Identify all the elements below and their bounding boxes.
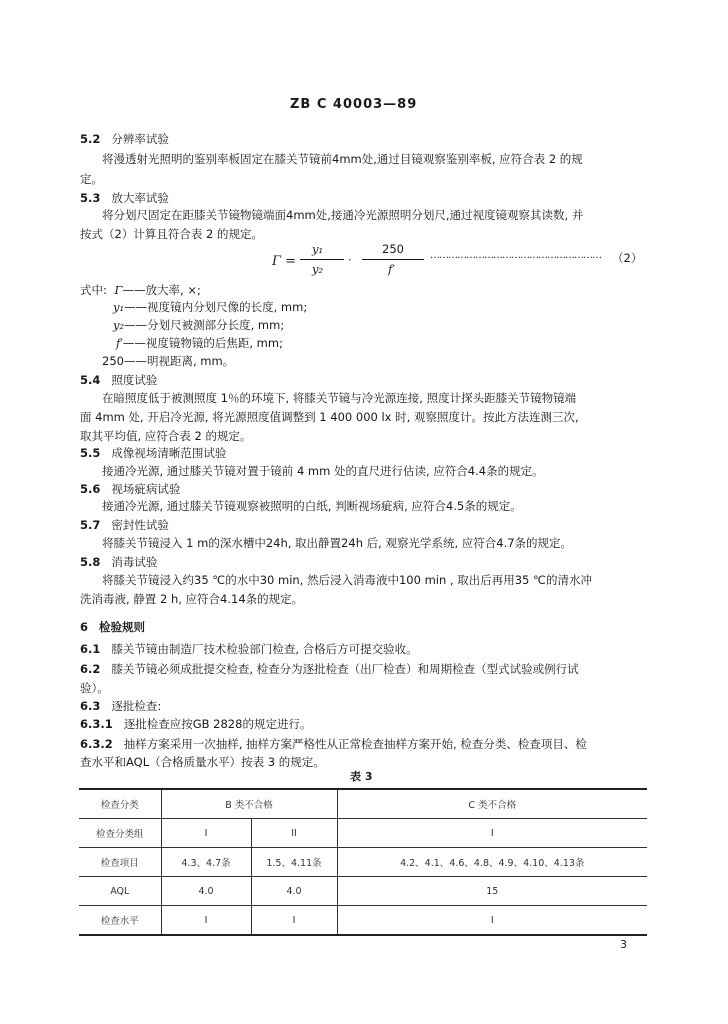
table-caption: 表 3 [350,770,373,783]
table-cell: I [337,819,647,848]
table-row [79,789,647,819]
where-item: 250——明视距离, mm。 [102,354,235,368]
paragraph-line: 查水平和AQL（合格质量水平）按表 3 的规定。 [80,755,325,769]
paragraph-line: 洗消毒液, 静置 2 h, 应符合4.14条的规定。 [80,592,304,606]
section-title: 视场疵病试验 [111,482,181,496]
fraction-bar [362,259,424,260]
section-number: 5.5 [80,446,101,460]
formula-tag: （2） [612,251,643,265]
section-number: 5.4 [80,373,101,387]
section-6-3-1: 6.3.1 逐批检查应按GB 2828的规定进行。 [80,717,312,731]
table-row-label: 检查水平 [79,906,161,936]
where-item: f′——视度镜物镜的后焦距, mm; [116,336,283,350]
section-5-3-heading [80,189,169,207]
table-cell: II [251,819,337,848]
table-row-label: 检查分类 [79,789,161,819]
section-number: 5.3 [80,191,101,205]
section-5-6-heading [80,480,180,498]
table-cell: C 类不合格 [337,789,647,819]
section-5-5-heading [80,444,226,462]
paragraph-line: 接通冷光源, 通过膝关节镜对置于镜前 4 mm 处的直尺进行估读, 应符合4.4条的规定。 [102,464,544,478]
section-title: 放大率试验 [111,191,169,205]
where-intro: 式中: Γ——放大率, ×; [80,283,201,297]
document-code: ZB C 40003—89 [290,97,418,112]
section-6-3: 6.3 逐批检查: [80,699,162,713]
paragraph-line: 将漫透射光照明的鉴别率板固定在膝关节镜前4mm处,通过目镜观察鉴别率板, 应符合表 2 的规 [102,152,583,166]
table-cell: 1.5、4.11条 [251,848,337,877]
table-cell: 4.2、4.1、4.6、4.8、4.9、4.10、4.13条 [337,848,647,877]
table-row [79,877,647,906]
formula-numerator-1: y₁ [312,242,324,256]
section-number: 5.6 [80,482,101,496]
chapter-6-heading [80,618,145,636]
section-title: 成像视场清晰范围试验 [111,446,227,460]
table-row-label: 检查项目 [79,848,161,877]
formula-dot: · [348,253,352,267]
paragraph-line: 将膝关节镜浸入约35 ℃的水中30 min, 然后浸入消毒液中100 min , 取出后再用35 ℃的清水冲 [102,573,592,587]
paragraph-line: 将分划尺固定在距膝关节镜物镜端面4mm处,接通冷光源照明分划尺,通过视度镜观察其读数, 并 [102,208,584,222]
formula-denominator-1: y₂ [312,262,324,276]
section-6-3-2: 6.3.2 抽样方案采用一次抽样, 抽样方案严格性从正常检查抽样方案开始, 检查分类、检查项目、检 [80,737,587,751]
paragraph-line: 取其平均值, 应符合表 2 的规定。 [80,429,252,443]
chapter-title: 检验规则 [98,620,145,634]
where-item: y₁——视度镜内分划尺像的长度, mm; [113,300,308,314]
formula-numerator-2: 250 [382,242,404,256]
table-row [79,906,647,936]
section-6-2: 6.2 膝关节镜必须成批提交检查, 检查分为逐批检查（出厂检查）和周期检查（型式试验或例行试 [80,662,579,676]
table-cell: I [161,906,251,936]
section-5-8-heading [80,553,157,571]
table-cell: 4.3、4.7条 [161,848,251,877]
chapter-number: 6 [80,620,89,634]
table-cell: I [337,906,647,936]
formula-leader-dots: ………………………………………………… [430,250,601,261]
section-title: 密封性试验 [111,518,169,532]
section-title: 照度试验 [111,373,158,387]
section-title: 分辨率试验 [111,132,169,146]
table-cell: 4.0 [161,877,251,906]
where-item: y₂——分划尺被测部分长度, mm; [113,318,285,332]
table-cell: 4.0 [251,877,337,906]
section-5-4-heading [80,371,157,389]
table-row [79,848,647,877]
table-row-label: 检查分类组 [79,819,161,848]
formula-denominator-2: f′ [388,262,395,276]
section-number: 5.8 [80,555,101,569]
formula-lhs: Γ = [272,254,297,269]
table-cell: I [161,819,251,848]
section-5-2-heading [80,130,169,148]
paragraph-line: 面 4mm 处, 开启冷光源, 将光源照度值调整到 1 400 000 lx 时, 观察照度计。按此方法连测三次, [80,410,579,424]
paragraph-line: 在暗照度低于被测照度 1％的环境下, 将膝关节镜与冷光源连接, 照度计探头距膝关节镜物镜端 [102,391,577,405]
table-cell: I [251,906,337,936]
paragraph-line: 将膝关节镜浸入 1 m的深水槽中24h, 取出静置24h 后, 观察光学系统, 应符合4.7条的规定。 [102,536,573,550]
paragraph-line: 按式（2）计算且符合表 2 的规定。 [80,227,263,241]
paragraph-line: 接通冷光源, 通过膝关节镜观察被照明的白纸, 判断视场疵病, 应符合4.5条的规定。 [102,499,522,513]
fraction-bar [300,259,344,260]
section-6-1: 6.1 膝关节镜由制造厂技术检验部门检查, 合格后方可提交验收。 [80,642,418,656]
section-number: 5.7 [80,518,101,532]
page-number: 3 [620,938,627,951]
section-title: 消毒试验 [111,555,158,569]
table-cell: B 类不合格 [161,789,337,819]
section-number: 5.2 [80,132,101,146]
table-row-label: AQL [79,877,161,906]
section-5-7-heading [80,516,169,534]
table-row [79,819,647,848]
table-cell: 15 [337,877,647,906]
table-3 [79,788,647,936]
paragraph-line: 验）。 [80,681,109,695]
paragraph-line: 定。 [80,172,103,186]
